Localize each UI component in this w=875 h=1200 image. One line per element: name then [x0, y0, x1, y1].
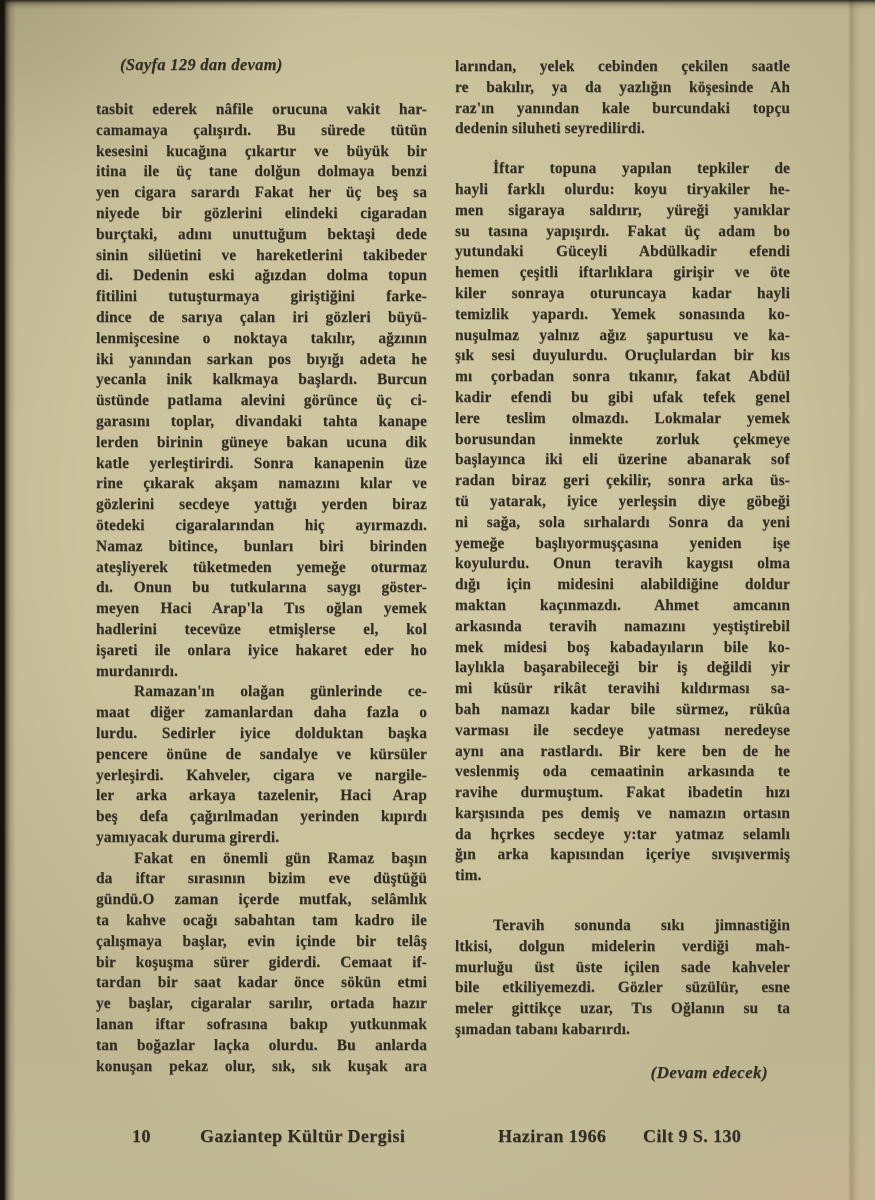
text-line: yerleşirdi. Kahveler, cigara ve nargile-	[96, 766, 427, 784]
text-line: ravihe durmuştum. Fakat ibadetin hızı	[455, 784, 790, 802]
text-line: yen cigara sarardı Fakat her üç beş sa	[96, 184, 427, 202]
text-line: itina ile üç tane dolğun dolmaya benzi	[96, 163, 427, 181]
text-line: kadir efendi bu gibi ufak tefek genel	[455, 388, 790, 406]
text-line: Teravih sonunda sıkı jimnastiğin	[493, 917, 790, 935]
text-line: yecanla inik kalkmaya başlardı. Burcun	[96, 371, 427, 389]
text-line: iki yanından sarkan pos bıyığı adeta he	[96, 350, 427, 368]
text-line: bah namazı kadar bile sürmez, rükûa	[455, 700, 790, 718]
text-line: yamıyacak duruma girerdi.	[96, 828, 280, 846]
text-line: murluğu üst üste içilen sade kahveler	[455, 958, 790, 976]
text-line: ta kahve ocağı sabahtan tam kadro ile	[96, 912, 427, 930]
text-line: Fakat en önemli gün Ramaz başın	[134, 849, 427, 867]
text-line: Ramazan'ın olağan günlerinde ce-	[134, 683, 427, 701]
text-line: varması ile secdeye yatması neredeyse	[455, 721, 790, 739]
text-line: laylıkla başarabileceği bir iş değildi yir	[455, 659, 790, 677]
text-line: kiler sonraya oturuncaya kadar hayli	[455, 284, 790, 302]
text-line: lere teslim olmazdı. Lokmalar yemek	[455, 409, 790, 427]
text-line: lanan iftar sofrasına bakıp yutkunmak	[96, 1016, 427, 1034]
text-line: tim.	[455, 867, 482, 885]
text-line: aynı ana rastlardı. Bir kere ben de he	[455, 742, 790, 760]
text-line: murdanırdı.	[96, 662, 178, 680]
text-line: pencere önüne de sandalye ve kürsüler	[96, 745, 427, 763]
text-line: lenmişcesine o noktaya takılır, ağzının	[96, 329, 427, 347]
text-line: ni sağa, sola sırhalardı Sonra da yeni	[455, 513, 790, 531]
text-line: tardan bir saat kadar önce sökün etmi	[96, 974, 427, 992]
text-line: şımadan tabanı kabarırdı.	[455, 1021, 631, 1039]
text-line: da hçrkes secdeye y:tar yatmaz selamlı	[455, 825, 790, 843]
text-line: maat diğer zamanlardan daha fazla o	[96, 704, 427, 722]
text-line: raz'ın yanından kale burcundaki topçu	[455, 99, 790, 117]
text-line: ler arka arkaya tazelenir, Haci Arap	[96, 787, 427, 805]
text-line: re bakılır, ya da yazlığın köşesinde Ah	[455, 78, 790, 96]
text-line: dığı için midesini alabildiğine doldur	[455, 576, 790, 594]
text-line: meyen Haci Arap'la Tıs oğlan yemek	[96, 600, 427, 618]
text-line: mı çorbadan sonra tıkanır, fakat Abdül	[455, 368, 790, 386]
text-line: radan biraz geri çekilir, sonra arka üs-	[455, 472, 790, 490]
text-line: ğın arka kapısından içeriye sıvışıvermiş	[455, 846, 790, 864]
text-line: niyede bir gözlerini elindeki cigaradan	[96, 204, 427, 222]
footer-volume-page: Cilt 9 S. 130	[643, 1126, 742, 1146]
text-line: beş defa çağırılmadan yerinden kıpırdı	[96, 808, 427, 826]
text-line: ötedeki cigaralarından hiç ayırmazdı.	[96, 516, 427, 534]
footer-issue-date: Haziran 1966	[498, 1126, 607, 1146]
text-line: larından, yelek cebinden çekilen saatle	[455, 58, 790, 75]
text-line: tü yatarak, iyice yerleşsin diye göbeği	[455, 492, 790, 510]
text-line: arkasında teravih namazını yeştiştirebil	[455, 617, 790, 635]
text-line: üstünde patlama alevini görünce üç ci-	[96, 392, 427, 410]
text-line: ltkisi, dolgun midelerin verdiği mah-	[455, 937, 790, 955]
text-line: men sigaraya saldırır, yüreği yanıklar	[455, 201, 790, 219]
text-line: bile etkiliyemezdi. Gözler süzülür, esne	[455, 979, 790, 997]
to-be-continued-note: (Devam edecek)	[650, 1063, 768, 1082]
text-line: ye başlar, cigaralar sarılır, ortada hazır	[96, 995, 427, 1013]
text-line: sinin silüetini ve hareketlerini takibeder	[96, 246, 427, 264]
text-line: burçtaki, adını unuttuğum bektaşi dede	[96, 225, 427, 243]
text-line: katle yerleştirirdi. Sonra kanapenin üze	[96, 454, 427, 472]
text-line: konuşan pekaz olur, sık, sık kuşak ara	[96, 1057, 427, 1075]
text-line: mek midesi boş kabadayıların bile ko-	[455, 638, 790, 656]
text-line: meler gittikçe uzar, Tıs Oğlanın su ta	[455, 1000, 790, 1018]
text-line: hemen çeşitli iftarlıklara girişir ve öte	[455, 264, 790, 282]
text-line: koyulurdu. Onun teravih kaygısı olma	[455, 555, 790, 573]
text-line: hadlerini tecevüze etmişlerse el, kol	[96, 620, 427, 638]
paragraph	[455, 916, 790, 1041]
text-line: borusundan inmekte zorluk çekmeye	[455, 430, 790, 448]
text-line: dedenin siluheti seyredilirdi.	[455, 120, 645, 138]
text-line: işareti ile onlara iyice hakaret eder ho	[96, 641, 427, 659]
text-line: nuşulmaz yalnız ağız şapurtusu ve ka-	[455, 326, 790, 344]
text-line: fitilini tutuşturmaya giriştiğini farke-	[96, 288, 427, 306]
text-line: dı. Onun bu tutkularına saygı göster-	[96, 579, 427, 597]
text-line: gözlerini secdeye yattığı yerden biraz	[96, 496, 427, 514]
text-line: çalışmaya başlar, evin içinde bir telâş	[96, 932, 427, 950]
text-line: kesesini kucağına çıkartır ve büyük bir	[96, 142, 427, 160]
left-column-text	[96, 100, 427, 1077]
text-line: dince de sarıya çalan iri gözleri büyü-	[96, 308, 427, 326]
continuation-note: (Sayfa 129 dan devam)	[120, 55, 283, 74]
text-line: lerden birinin güneye bakan ucuna dik	[96, 433, 427, 451]
right-column-text	[455, 57, 790, 1041]
text-line: rine çıkarak akşam namazını kılar ve	[96, 475, 427, 493]
paragraph	[96, 849, 427, 1078]
text-line: Namaz bitince, bunları biri birinden	[96, 537, 427, 555]
paragraph	[96, 100, 427, 682]
text-line: İftar topuna yapılan tepkiler de	[493, 160, 790, 178]
text-line: hayli farklı olurdu: koyu tiryakiler he-	[455, 180, 790, 198]
footer-journal-title: Gaziantep Kültür Dergisi	[200, 1126, 406, 1146]
text-line: maktan kaçınmazdı. Ahmet amcanın	[455, 596, 790, 614]
text-line: garasını toplar, divandaki tahta kanape	[96, 412, 427, 430]
text-line: başlayınca iki eli üzerine abanarak sof	[455, 451, 790, 469]
text-line: karşısında pes demiş ve namazın ortasın	[455, 804, 790, 822]
text-line: ateşliyerek tüketmeden yemeğe oturmaz	[96, 558, 427, 576]
text-line: yemeğe başlıyormuşçasına yeniden işe	[455, 534, 790, 552]
text-line: tan boğazlar laçka olurdu. Bu anlarda	[96, 1036, 427, 1054]
text-line: şık sesi duyulurdu. Oruçlulardan bir kıs	[455, 347, 790, 365]
paragraph	[96, 682, 427, 848]
text-line: temizlik yapardı. Yemek sonasında ko-	[455, 305, 790, 323]
text-line: di. Dedenin eski ağızdan dolma topun	[96, 267, 427, 285]
text-line: lurdu. Sedirler iyice dolduktan başka	[96, 724, 427, 742]
text-line: veslenmiş oda cemaatinin arkasında te	[455, 763, 790, 781]
footer-page-number: 10	[132, 1126, 151, 1146]
text-line: tasbit ederek nâfile orucuna vakit har-	[96, 101, 427, 118]
text-line: gündü.O zaman içerde mutfak, selâmlık	[96, 891, 427, 909]
text-line: mi küsür rikât teravihi kıldırması sa-	[455, 680, 790, 698]
paragraph	[455, 159, 790, 887]
paragraph	[455, 57, 790, 140]
text-line: camamaya çalışırdı. Bu sürede tütün	[96, 121, 427, 139]
text-line: yutundaki Güceyli Abdülkadir efendi	[455, 243, 790, 261]
text-line: da iftar sırasının bizim eve düştüğü	[96, 870, 427, 888]
text-line: su tasına yapışırdı. Fakat üç adam bo	[455, 222, 790, 240]
text-line: bir koşuşma sürer giderdi. Cemaat if-	[96, 953, 427, 971]
